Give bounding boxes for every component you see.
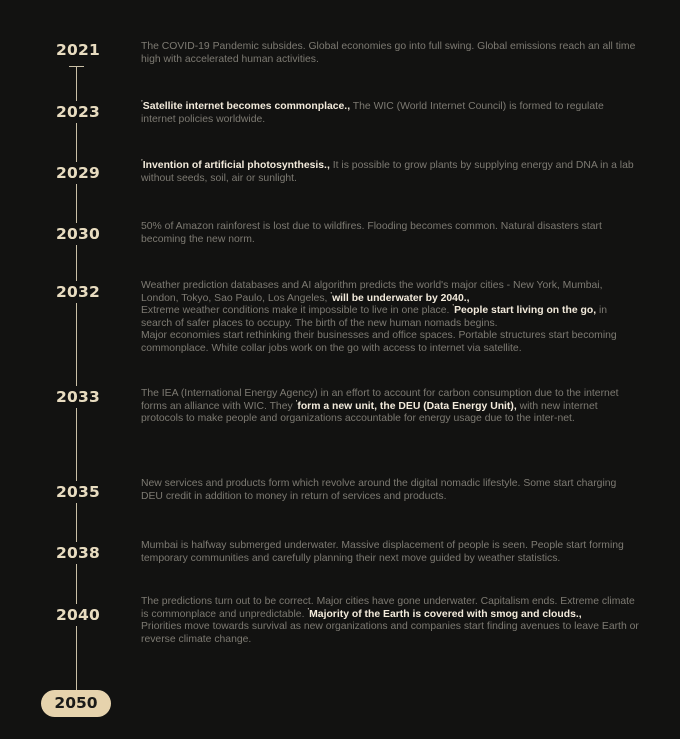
event-text-2021: The COVID-19 Pandemic subsides. Global economies go into full swing. Global emissions reach an all time high with accelerated human activities. [141,41,636,65]
year-label-2030: 2030 [40,223,116,245]
event-text-2023: ’ Satellite internet becomes commonplace. , The WIC (World Internet Council) is formed to regulate internet policies worldwide. [141,101,641,126]
event-highlight-2032-b: ’ People start living on the go , [452,305,596,316]
timeline-axis [76,66,77,696]
event-highlight-2032-a: ’ will be underwater by 2040. , [330,293,469,304]
event-highlight-2029: ’ Invention of artificial photosynthesis. , [141,160,330,171]
event-text-2029: ’ Invention of artificial photosynthesis. , It is possible to grow plants by supplying energy and DNA in a lab without seeds, soil, air or sunlight. [141,160,641,185]
year-label-2035: 2035 [40,481,116,503]
event-text-2035: New services and products form which revolve around the digital nomadic lifestyle. Some start charging DEU credit in addition to money in return of services and products. [141,478,617,502]
year-label-2040: 2040 [40,604,116,626]
timeline-start-tick [69,66,84,67]
year-label-2029: 2029 [40,162,116,184]
year-label-2038: 2038 [40,542,116,564]
year-label-2023: 2023 [40,101,116,123]
year-label-2021: 2021 [40,39,116,61]
event-highlight-2023: ’ Satellite internet becomes commonplace. , [141,101,350,112]
event-highlight-2033: ’ form a new unit, the DEU (Data Energy Unit) , [296,401,517,412]
event-text-2040: The predictions turn out to be correct. Major cities have gone underwater. Capitalism ends. Extreme climate is commonplace and unpredictable. ’ Majority of the Earth is covered with smog and clouds. , Priorities move towards survival as new organizations and companies start finding avenues to leave Earth or reverse climate change. [141,596,641,646]
year-label-2050-badge: 2050 [41,690,111,717]
year-label-2033: 2033 [40,386,116,408]
event-text-2032: Weather prediction databases and AI algorithm predicts the world's major cities - New York, Mumbai, London, Tokyo, Sao Paulo, Los Angeles, ’ will be underwater by 2040. , Extreme weather conditions make it impossible to live in one place. ’ People start living on the go , in search of safer places to occupy. The birth of the new human nomads begins. Major economies start rethinking their businesses and office spaces. Portable structures start becoming commonplace. White collar jobs work on the go with access to internet via satellite. [141,280,641,356]
event-text-2038: Mumbai is halfway submerged underwater. Massive displacement of people is seen. People start forming temporary communities and carefully planning their next move guided by weather statistics. [141,540,624,564]
event-highlight-2040: ’ Majority of the Earth is covered with smog and clouds. , [307,609,581,620]
event-text-2033: The IEA (International Energy Agency) in an effort to account for carbon consumption due to the internet forms an alliance with WIC. They ’ form a new unit, the DEU (Data Energy Unit) , with new internet protocols to make people and organizations accountable for energy usage due to the inter-net. [141,388,641,426]
event-text-2030: 50% of Amazon rainforest is lost due to wildfires. Flooding becomes common. Natural disasters start becoming the new norm. [141,221,602,245]
year-label-2032: 2032 [40,281,116,303]
